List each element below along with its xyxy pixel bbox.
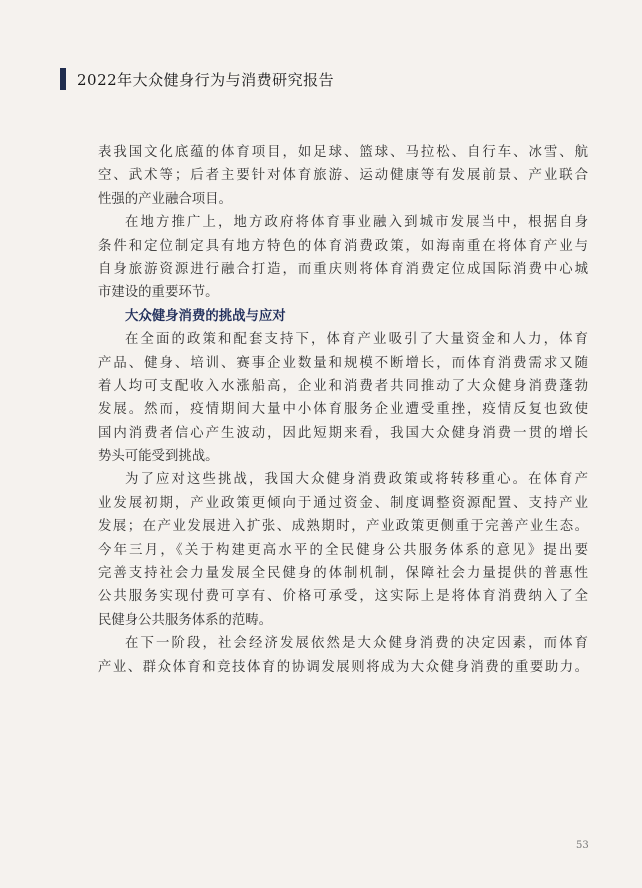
text-line: 势头可能受到挑战。 xyxy=(98,449,219,465)
text-line: 表我国文化底蕴的体育项目，如足球、篮球、马拉松、自行车、冰雪、航 xyxy=(98,145,588,160)
text-line: 今年三月，《关于构建更高水平的全民健身公共服务体系的意见》提出要 xyxy=(98,542,588,558)
text-line: 空、武术等；后者主要针对体育旅游、运动健康等有发展前景、产业联合 xyxy=(98,168,588,184)
text-line: 在下一阶段，社会经济发展依然是大众健身消费的决定因素，而体育 xyxy=(125,636,588,652)
text-line: 业发展初期，产业政策更倾向于通过资金、制度调整资源配置、支持产业 xyxy=(98,495,588,511)
text-line: 在地方推广上，地方政府将体育事业融入到城市发展当中，根据自身 xyxy=(125,215,588,231)
header-title: 2022年大众健身行为与消费研究报告 xyxy=(77,70,335,89)
text-line: 公共服务实现付费可享有、价格可承受，这实际上是将体育消费纳入了全 xyxy=(98,589,588,605)
running-header xyxy=(60,68,334,90)
text-line: 着人均可支配收入水涨船高，企业和消费者共同推动了大众健身消费蓬勃 xyxy=(98,378,588,394)
text-line: 性强的产业融合项目。 xyxy=(98,191,232,207)
text-line: 为了应对这些挑战，我国大众健身消费政策或将转移重心。在体育产 xyxy=(125,472,588,488)
text-line: 国内消费者信心产生波动，因此短期来看，我国大众健身消费一贯的增长 xyxy=(98,425,588,441)
body-text xyxy=(98,141,588,679)
text-line: 民健身公共服务体系的范畴。 xyxy=(98,612,273,628)
text-line: 产品、健身、培训、赛事企业数量和规模不断增长，而体育消费需求又随 xyxy=(98,355,588,371)
header-accent-bar xyxy=(60,68,66,90)
section-heading: 大众健身消费的挑战与应对 xyxy=(125,308,286,324)
text-line: 发展；在产业发展进入扩张、成熟期时，产业政策更侧重于完善产业生态。 xyxy=(98,519,588,535)
page-number: 53 xyxy=(576,840,589,851)
text-line: 自身旅游资源进行融合打造，而重庆则将体育消费定位成国际消费中心城 xyxy=(98,261,588,277)
text-line: 完善支持社会力量发展全民健身的体制机制，保障社会力量提供的普惠性 xyxy=(98,566,588,582)
text-line: 在全面的政策和配套支持下，体育产业吸引了大量资金和人力，体育 xyxy=(125,332,588,348)
text-line: 发展。然而，疫情期间大量中小体育服务企业遭受重挫，疫情反复也致使 xyxy=(98,402,588,418)
text-line: 产业、群众体育和竞技体育的协调发展则将成为大众健身消费的重要助力。 xyxy=(98,659,588,675)
text-line: 市建设的重要环节。 xyxy=(98,285,219,301)
text-line: 条件和定位制定具有地方特色的体育消费政策，如海南重在将体育产业与 xyxy=(98,238,588,254)
